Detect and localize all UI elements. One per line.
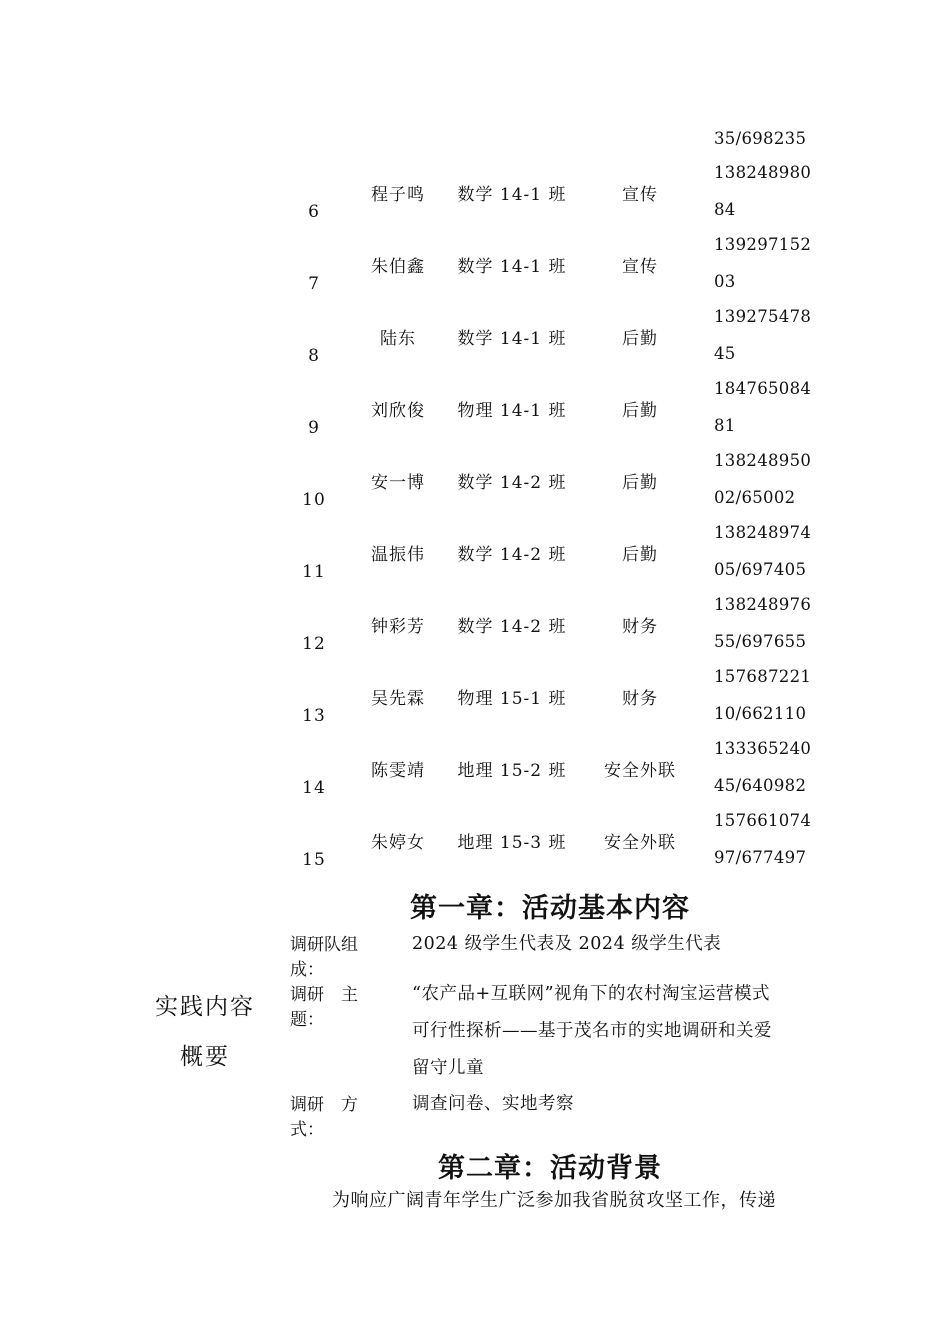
cell-phone-line2: 45/640982	[714, 776, 807, 795]
cell-name: 安一博	[371, 473, 425, 493]
cell-class: 数学 14-2 班	[457, 473, 567, 493]
cell-phone-line2: 55/697655	[714, 632, 807, 651]
cell-class: 数学 14-1 班	[457, 329, 567, 349]
cell-no: 9	[308, 418, 320, 438]
cell-class: 数学 14-1 班	[457, 185, 567, 205]
cell-phone-line2: 10/662110	[714, 704, 807, 723]
cell-no: 13	[302, 706, 326, 726]
cell-phone-line1: 139275478	[714, 307, 812, 326]
theme-label-line1: 调研 主	[290, 985, 358, 1005]
cell-name: 陆东	[380, 329, 416, 349]
theme-label-line2: 题：	[290, 1010, 324, 1030]
theme-value-line3: 留守儿童	[412, 1058, 484, 1078]
cell-class: 数学 14-2 班	[457, 545, 567, 565]
theme-value-line2: 可行性探析——基于茂名市的实地调研和关爱	[412, 1021, 772, 1041]
cell-phone-line2: 05/697405	[714, 560, 807, 579]
cell-phone-line1: 133365240	[714, 739, 812, 758]
cell-no: 8	[308, 346, 320, 366]
cell-name: 朱婷女	[371, 833, 425, 853]
chapter2-title: 第二章：活动背景	[438, 1153, 662, 1184]
cell-role: 宣传	[622, 185, 658, 205]
cell-name: 吴先霖	[371, 689, 425, 709]
theme-value-line1: “农产品+互联网”视角下的农村淘宝运营模式	[412, 984, 771, 1004]
cell-no: 14	[302, 778, 326, 798]
cell-name: 程子鸣	[371, 185, 425, 205]
cell-role: 宣传	[622, 257, 658, 277]
cell-role: 安全外联	[604, 833, 676, 853]
cell-role: 财务	[622, 689, 658, 709]
team-label-line2: 成：	[290, 960, 324, 980]
cell-phone-line1: 138248980	[714, 163, 812, 182]
side-label-line1: 实践内容	[155, 994, 255, 1020]
cell-phone-line1: 157687221	[714, 667, 812, 686]
cell-name: 钟彩芳	[371, 617, 425, 637]
cell-phone-line1: 184765084	[714, 379, 812, 398]
cell-role: 后勤	[622, 401, 658, 421]
side-label-line2: 概要	[180, 1044, 230, 1070]
cell-name: 刘欣俊	[371, 401, 425, 421]
cell-phone-line1: 139297152	[714, 235, 812, 254]
method-label-line2: 式：	[290, 1120, 324, 1140]
phone-fragment: 35/698235	[714, 129, 807, 148]
cell-no: 15	[302, 850, 326, 870]
cell-phone-line1: 138248950	[714, 451, 812, 470]
cell-class: 物理 14-1 班	[457, 401, 567, 421]
cell-phone-line2: 84	[714, 200, 736, 219]
cell-role: 财务	[622, 617, 658, 637]
cell-phone-line1: 138248974	[714, 523, 812, 542]
cell-phone-line2: 97/677497	[714, 848, 807, 867]
cell-name: 温振伟	[371, 545, 425, 565]
cell-no: 12	[302, 634, 326, 654]
cell-no: 6	[308, 202, 320, 222]
cell-class: 数学 14-1 班	[457, 257, 567, 277]
cell-class: 数学 14-2 班	[457, 617, 567, 637]
cell-role: 后勤	[622, 329, 658, 349]
cell-phone-line2: 45	[714, 344, 736, 363]
cell-name: 陈雯靖	[371, 761, 425, 781]
cell-role: 安全外联	[604, 761, 676, 781]
team-label-line1: 调研队组	[290, 935, 358, 955]
cell-phone-line1: 138248976	[714, 595, 812, 614]
cell-phone-line2: 02/65002	[714, 488, 796, 507]
cell-no: 11	[302, 562, 326, 582]
cell-class: 物理 15-1 班	[457, 689, 567, 709]
cell-phone-line2: 03	[714, 272, 736, 291]
cell-phone-line2: 81	[714, 416, 736, 435]
cell-phone-line1: 157661074	[714, 811, 812, 830]
method-value: 调查问卷、实地考察	[412, 1094, 574, 1114]
cell-role: 后勤	[622, 545, 658, 565]
cell-class: 地理 15-2 班	[457, 761, 567, 781]
cell-no: 7	[308, 274, 320, 294]
cell-no: 10	[302, 490, 326, 510]
chapter2-paragraph: 为响应广阔青年学生广泛参加我省脱贫攻坚工作，传递	[332, 1190, 776, 1211]
chapter1-title: 第一章：活动基本内容	[410, 893, 690, 924]
cell-class: 地理 15-3 班	[457, 833, 567, 853]
cell-role: 后勤	[622, 473, 658, 493]
method-label-line1: 调研 方	[290, 1095, 358, 1115]
team-value: 2024 级学生代表及 2024 级学生代表	[412, 934, 722, 954]
cell-name: 朱伯鑫	[371, 257, 425, 277]
